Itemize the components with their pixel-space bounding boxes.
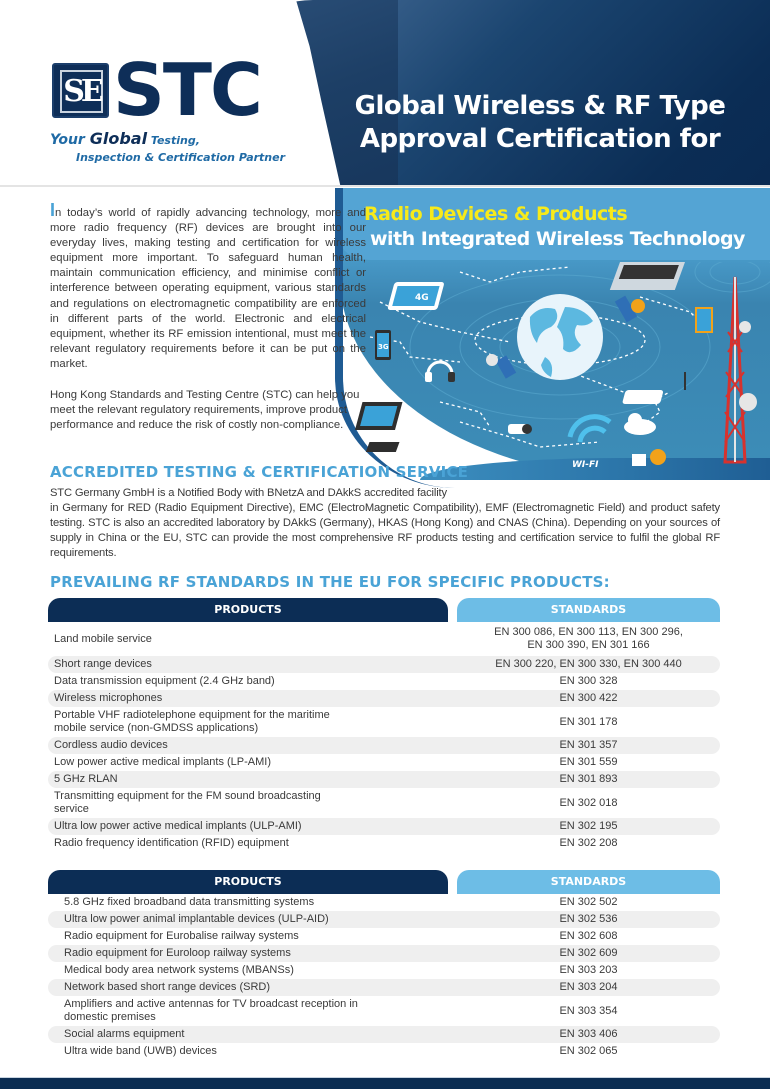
product-cell: Transmitting equipment for the FM sound broadcasting service [54,790,321,815]
standard-cell: EN 303 204 [559,981,618,993]
table-header [48,870,720,894]
page-title [330,90,750,156]
intro-dropcap: I [50,200,56,220]
standard-cell: EN 300 086, EN 300 113, EN 300 296, EN 300 390, EN 301 166 [494,626,683,651]
stc-logo-text: STC [113,48,261,132]
product-cell: Cordless audio devices [54,739,168,751]
product-cell: Radio frequency identification (RFID) equipment [54,837,289,849]
product-cell: Radio equipment for Euroloop railway systems [64,947,291,959]
camera-icon [508,424,532,434]
standard-cell: EN 302 502 [559,896,618,908]
subtitle-line-1: Radio Devices & Products [364,203,628,225]
subtitle-line-2: with Integrated Wireless Technology [370,228,745,250]
table-row [48,835,720,852]
table-header [48,598,720,622]
accredited-text: in Germany for RED (Radio Equipment Directive), EMC (ElectroMagnetic Compatibility), EMF (Electromagnetic Field) and product safety testing. STC is also an accredited laboratory by DAkkS (Germany), HKAS (Hong Kong) and CNAS (China). Depending on your sources of supply in China or the EU, STC can provide the most comprehensive RF products testing and certification service to fulfil the global RF requirements. [50,502,720,559]
standards-heading: PREVAILING RF STANDARDS IN THE EU FOR SPECIFIC PRODUCTS: [50,573,610,591]
phone-3g-icon [375,330,391,360]
table-row [48,818,720,835]
tagline-testing: Testing, [147,134,200,147]
keyboard-icon [366,442,400,452]
product-cell: Amplifiers and active antennas for TV broadcast reception in domestic premises [64,998,358,1023]
smartwatch-icon [632,449,666,466]
label-4g: 4G [415,293,429,303]
table-row [48,1026,720,1043]
table-row [48,754,720,771]
tagline-your: Your [50,132,90,148]
standard-cell: EN 301 178 [559,715,618,728]
table-body [48,894,720,1060]
product-cell: Ultra low power animal implantable devices (ULP-AID) [64,913,329,925]
column-header-products: PRODUCTS [48,598,448,622]
page-title-line-1: Global Wireless & RF Type [354,91,726,121]
standards-table-1 [48,598,720,852]
product-cell: Network based short range devices (SRD) [64,981,271,993]
tagline-line-2: Inspection & Certification Partner [76,151,286,164]
standard-cell: EN 302 608 [559,930,618,942]
standard-cell: EN 302 065 [559,1045,618,1057]
standard-cell: EN 302 195 [559,820,618,832]
tagline-line-1 [50,129,200,148]
table-row [48,911,720,928]
cell-tower-icon [725,277,757,462]
footer-bar [0,1077,770,1089]
intro-text: n today’s world of rapidly advancing technology, more and more radio frequency (RF) devices are brought into our everyday lives, making testing and certification for wireless equipment more important. To safeguard human health, maintain communication efficiency, and minimise conflict or interference between operating equipment, various standards and regulations on electromagnetic compatibility are enforced in different parts of the world. Electronic and electrical equipment, whether its RF emission intentional, must meet the relevant regulatory requirements before it can be put on the market. [50,207,366,370]
product-cell: Short range devices [54,658,152,670]
product-cell: Wireless microphones [54,692,163,704]
table-row [48,1043,720,1060]
table-row [48,979,720,996]
table-row [48,788,720,818]
column-header-products: PRODUCTS [48,870,448,894]
stc-logo-mark [52,63,109,118]
standard-cell: EN 300 422 [559,692,618,704]
product-cell: Ultra wide band (UWB) devices [64,1045,217,1057]
column-header-standards: STANDARDS [457,870,720,894]
product-cell: Medical body area network systems (MBANSs) [64,964,294,976]
laptop-icon [610,262,685,290]
header-divider [0,185,770,187]
tagline-global: Global [89,129,148,148]
product-cell: Ultra low power active medical implants (ULP-AMI) [54,820,302,832]
intro-paragraph [50,200,366,372]
tablet-wifi-icon [695,307,713,333]
table-row [48,945,720,962]
product-cell: Portable VHF radiotelephone equipment for the maritime mobile service (non-GMDSS applications) [54,709,330,734]
table-row [48,622,720,656]
page-title-line-2: Approval Certification for [359,124,721,154]
table-row [48,771,720,788]
standard-cell: EN 302 536 [559,913,618,925]
table-row [48,962,720,979]
standard-cell: EN 302 208 [559,837,618,849]
standard-cell: EN 301 893 [559,773,618,785]
accredited-heading: ACCREDITED TESTING & CERTIFICATION SERVICE [50,463,469,481]
product-cell: Low power active medical implants (LP-AMI) [54,756,272,768]
table-row [48,656,720,673]
globe-icon [517,294,603,380]
standard-cell: EN 303 354 [559,1004,618,1017]
product-cell: Data transmission equipment (2.4 GHz band) [54,675,275,687]
standard-cell: EN 300 220, EN 300 330, EN 300 440 [495,658,682,670]
table-row [48,690,720,707]
table-body [48,622,720,852]
column-header-standards: STANDARDS [457,598,720,622]
product-cell: Social alarms equipment [64,1028,185,1040]
headphones-icon [425,362,455,382]
table-row [48,673,720,690]
product-cell: Land mobile service [54,632,152,645]
standard-cell: EN 301 357 [559,739,618,751]
table-row [48,707,720,737]
table-row [48,894,720,911]
product-cell: Radio equipment for Eurobalise railway systems [64,930,299,942]
standard-cell: EN 300 328 [559,675,618,687]
product-cell: 5 GHz RLAN [54,773,118,785]
intro-paragraph-2: Hong Kong Standards and Testing Centre (STC) can help you meet the relevant regulatory requirements, improve product performance and reduce the risk of costly non-compliance. [50,389,360,432]
standard-cell: EN 303 203 [559,964,618,976]
logo-monogram: SE [60,70,103,113]
standard-cell: EN 301 559 [559,756,618,768]
accredited-line-1: STC Germany GmbH is a Notified Body with BNetzA and DAkkS accredited facility [50,487,447,499]
router-icon [622,372,685,404]
cloud-icon [624,413,656,435]
table-row [48,737,720,754]
standards-table-2 [48,870,720,1060]
standard-cell: EN 302 018 [559,796,618,809]
table-row [48,996,720,1026]
accredited-body [50,486,720,561]
standard-cell: EN 302 609 [559,947,618,959]
product-cell: 5.8 GHz fixed broadband data transmitting systems [64,896,315,908]
wireless-network-illustration [340,262,770,472]
standard-cell: EN 303 406 [559,1028,618,1040]
table-row [48,928,720,945]
label-wifi: WI-FI [572,460,599,470]
label-3g: 3G [378,343,389,351]
tablet-4g-icon [387,282,445,310]
